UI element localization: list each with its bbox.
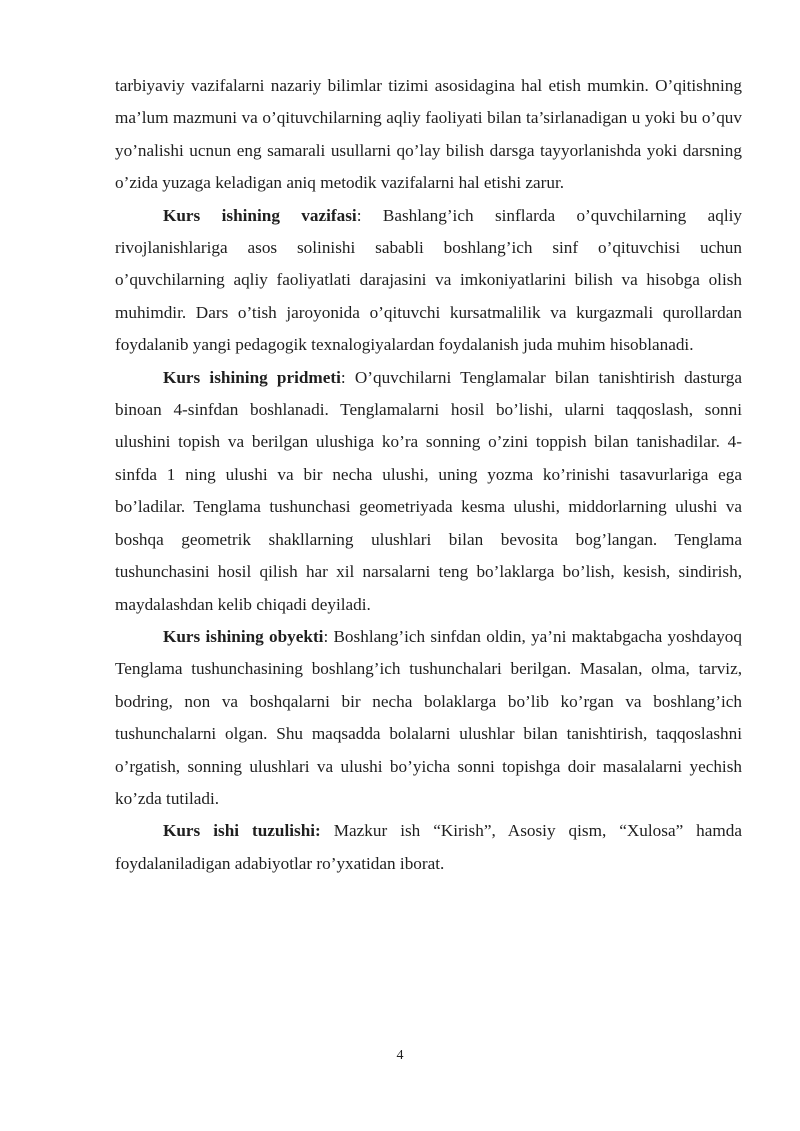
paragraph-pridmeti bbox=[115, 362, 742, 621]
page-number: 4 bbox=[396, 1048, 404, 1063]
paragraph-tuzulishi bbox=[115, 815, 742, 880]
paragraph-heading: Kurs ishi tuzulishi: bbox=[163, 821, 321, 841]
paragraph-heading: Kurs ishining pridmeti bbox=[163, 367, 341, 387]
paragraph-text: Boshlang’ich sinfdan oldin, ya’ni maktabgacha yoshdayoq Tenglama tushunchasining boshlang’ich tushunchalari berilgan. Masalan, olma, tarviz, bodring, non va boshqalarni bir necha bolaklarga bo’lib ko’rgan va boshlang’ich tushunchalarni olgan. Shu maqsadda bolalarni ulushlar bilan tanishtirish, taqqoslashni o’rgatish, sonning ulushlari va ulushi bo’yicha sonni topishga doir masalalarni yechish ko’zda tutiladi. bbox=[115, 626, 742, 808]
paragraph-intro bbox=[115, 70, 742, 200]
paragraph-text: O’quvchilarni Tenglamalar bilan tanishtirish dasturga binoan 4-sinfdan boshlanadi. Tenglamalarni hosil bo’lishi, ularni taqqoslash, sonni ulushini topish va berilgan ulushiga ko’ra sonning o’zini toppish bilan tanishadilar. 4-sinfda 1 ning ulushi va bir necha ulushi, uning yozma ko’rinishi tasavurlariga ega bo’ladilar. Tenglama tushunchasi geometriyada kesma ulushi, middorlarning ulushi va boshqa geometrik shakllarning ulushlari bilan bevosita bog’langan. Tenglama tushunchasini hosil qilish har xil narsalarni teng bo’laklarga bo’lish, kesish, sindirish, maydalashdan kelib chiqadi deyiladi. bbox=[115, 367, 742, 614]
paragraph-heading: Kurs ishining obyekti bbox=[163, 626, 324, 646]
heading-separator: : bbox=[323, 626, 329, 646]
paragraph-text: Bashlang’ich sinflarda o’quvchilarning aqliy rivojlanishlariga asos solinishi sababli boshlang’ich sinf o’qituvchisi uchun o’quvchilarning aqliy faoliyatlati darajasini va imkoniyatlarini bilish va hisobga olish muhimdir. Dars o’tish jaroyonida o’qituvchi kursatmalilik va kurgazmali qurollardan foydalanib yangi pedagogik texnalogiyalardan foydalanish juda muhim hisoblanadi. bbox=[115, 205, 742, 355]
paragraph-text: tarbiyaviy vazifalarni nazariy bilimlar tizimi asosidagina hal etish mumkin. O’qitishning ma’lum mazmuni va o’qituvchilarning aqliy faoliyati bilan ta’sirlanadigan u yoki bu o’quv yo’nalishi ucnun eng samarali usullarni qo’lay bilish darsga tayyorlanishda yoki darsning o’zida yuzaga keladigan aniq metodik vazifalarni hal etishi zarur. bbox=[115, 76, 742, 193]
paragraph-vazifasi bbox=[115, 200, 742, 362]
document-page bbox=[115, 70, 742, 880]
heading-separator: : bbox=[356, 205, 362, 225]
paragraph-obyekti bbox=[115, 621, 742, 815]
paragraph-heading: Kurs ishining vazifasi bbox=[163, 205, 357, 225]
paragraph-text: Mazkur ish “Kirish”, Asosiy qism, “Xulosa” hamda foydalaniladigan adabiyotlar ro’yxatidan iborat. bbox=[115, 821, 742, 873]
heading-separator: : bbox=[340, 367, 346, 387]
